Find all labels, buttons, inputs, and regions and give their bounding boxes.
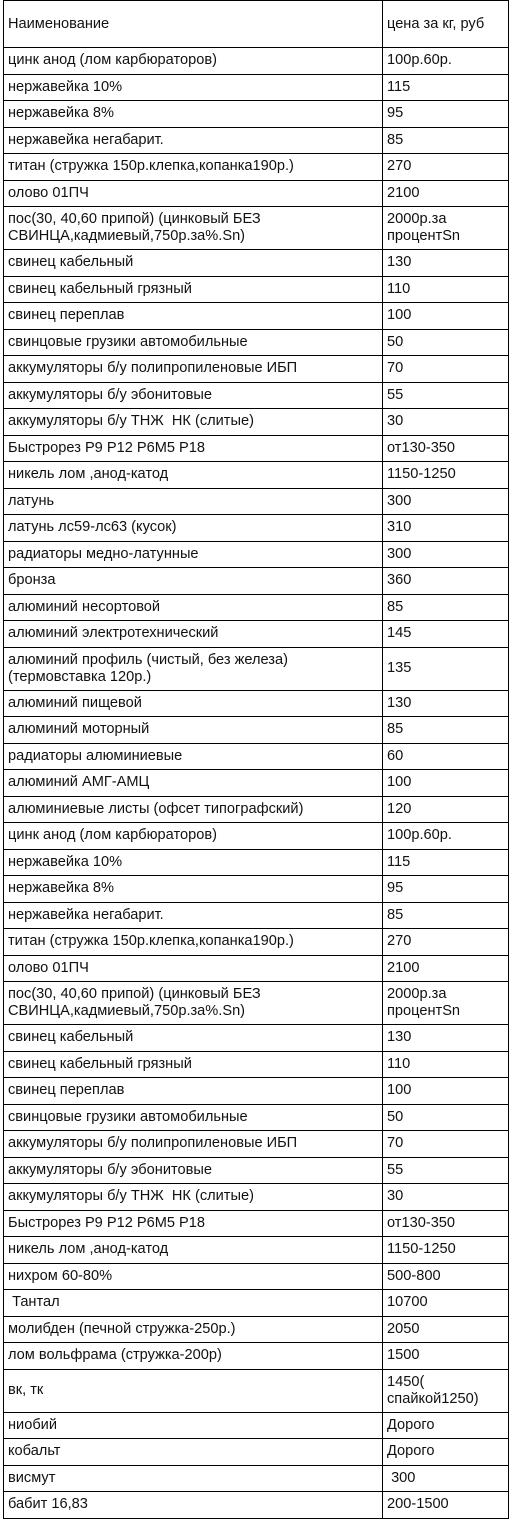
table-row [4, 1104, 509, 1131]
item-price-cell: 70 [383, 1131, 509, 1158]
item-name-cell: никель лом ,анод-катод [4, 462, 383, 489]
item-price-cell: 130 [383, 250, 509, 277]
table-row [4, 276, 509, 303]
item-name-cell: алюминий электротехнический [4, 621, 383, 648]
item-name-cell: свинцовые грузики автомобильные [4, 329, 383, 356]
table-header [4, 1, 509, 48]
item-name-cell: кобальт [4, 1439, 383, 1466]
item-price-cell: 115 [383, 74, 509, 101]
item-name-cell: свинец переплав [4, 303, 383, 330]
item-name-cell: алюминий профиль (чистый, без железа) (термовставка 120р.) [4, 647, 383, 690]
table-row [4, 1237, 509, 1264]
item-name-cell: свинцовые грузики автомобильные [4, 1104, 383, 1131]
item-name-cell: Быстрорез Р9 Р12 Р6М5 Р18 [4, 435, 383, 462]
table-row [4, 1343, 509, 1370]
item-name-cell: свинец кабельный [4, 250, 383, 277]
table-row [4, 796, 509, 823]
item-name-cell: Быстрорез Р9 Р12 Р6М5 Р18 [4, 1210, 383, 1237]
item-name-cell: алюминиевые листы (офсет типографский) [4, 796, 383, 823]
item-price-cell: 30 [383, 409, 509, 436]
table-row [4, 462, 509, 489]
item-price-cell: 130 [383, 690, 509, 717]
item-price-cell: 2000р.за процентSn [383, 982, 509, 1025]
item-name-cell: лом вольфрама (стружка-200р) [4, 1343, 383, 1370]
header-price: цена за кг, руб [383, 1, 509, 48]
table-row [4, 1078, 509, 1105]
table-row [4, 1465, 509, 1492]
item-name-cell: латунь [4, 488, 383, 515]
item-price-cell: 100 [383, 1078, 509, 1105]
item-name-cell: висмут [4, 1465, 383, 1492]
table-row [4, 690, 509, 717]
item-name-cell: аккумуляторы б/у полипропиленовые ИБП [4, 1131, 383, 1158]
item-name-cell: нержавейка 10% [4, 849, 383, 876]
item-price-cell: 1450( спайкой1250) [383, 1369, 509, 1412]
item-name-cell: нержавейка 8% [4, 101, 383, 128]
item-name-cell: алюминий несортовой [4, 594, 383, 621]
item-name-cell: молибден (печной стружка-250р.) [4, 1316, 383, 1343]
item-price-cell: 2100 [383, 180, 509, 207]
table-row [4, 1290, 509, 1317]
item-name-cell: никель лом ,анод-катод [4, 1237, 383, 1264]
item-name-cell: нержавейка негабарит. [4, 127, 383, 154]
table-row [4, 101, 509, 128]
table-row [4, 1157, 509, 1184]
item-price-cell: 500-800 [383, 1263, 509, 1290]
item-name-cell: ниобий [4, 1412, 383, 1439]
header-row [4, 1, 509, 48]
item-price-cell: 2050 [383, 1316, 509, 1343]
item-name-cell: титан (стружка 150р.клепка,копанка190р.) [4, 154, 383, 181]
table-row [4, 1369, 509, 1412]
table-row [4, 955, 509, 982]
table-row [4, 849, 509, 876]
item-price-cell: 1150-1250 [383, 462, 509, 489]
table-row [4, 594, 509, 621]
table-row [4, 180, 509, 207]
item-name-cell: аккумуляторы б/у ТНЖ НК (слитые) [4, 409, 383, 436]
item-name-cell: Тантал [4, 1290, 383, 1317]
item-price-cell: 10700 [383, 1290, 509, 1317]
table-row [4, 409, 509, 436]
table-body [4, 48, 509, 1519]
item-price-cell: 200-1500 [383, 1492, 509, 1519]
item-price-cell: 2100 [383, 955, 509, 982]
table-row [4, 1263, 509, 1290]
table-row [4, 823, 509, 850]
item-name-cell: алюминий пищевой [4, 690, 383, 717]
item-price-cell: 300 [383, 488, 509, 515]
item-price-cell: Дорого [383, 1412, 509, 1439]
item-price-cell: 95 [383, 101, 509, 128]
item-name-cell: нержавейка негабарит. [4, 902, 383, 929]
item-name-cell: аккумуляторы б/у эбонитовые [4, 1157, 383, 1184]
item-name-cell: цинк анод (лом карбюраторов) [4, 823, 383, 850]
table-row [4, 1131, 509, 1158]
item-price-cell: 55 [383, 382, 509, 409]
item-name-cell: бронза [4, 568, 383, 595]
item-price-cell: 300 [383, 1465, 509, 1492]
table-row [4, 250, 509, 277]
item-name-cell: пос(30, 40,60 припой) (цинковый БЕЗ СВИНЦА,кадмиевый,750р.за%.Sn) [4, 982, 383, 1025]
item-price-cell: 100 [383, 770, 509, 797]
item-name-cell: свинец переплав [4, 1078, 383, 1105]
item-price-cell: 110 [383, 276, 509, 303]
table-row [4, 647, 509, 690]
item-price-cell: 60 [383, 743, 509, 770]
item-price-cell: 85 [383, 127, 509, 154]
item-name-cell: аккумуляторы б/у эбонитовые [4, 382, 383, 409]
item-price-cell: 360 [383, 568, 509, 595]
table-row [4, 876, 509, 903]
item-price-cell: от130-350 [383, 435, 509, 462]
table-row [4, 74, 509, 101]
item-name-cell: олово 01ПЧ [4, 180, 383, 207]
item-name-cell: аккумуляторы б/у полипропиленовые ИБП [4, 356, 383, 383]
item-name-cell: цинк анод (лом карбюраторов) [4, 48, 383, 75]
table-row [4, 488, 509, 515]
item-name-cell: латунь лс59-лс63 (кусок) [4, 515, 383, 542]
table-row [4, 329, 509, 356]
item-name-cell: пос(30, 40,60 припой) (цинковый БЕЗ СВИНЦА,кадмиевый,750р.за%.Sn) [4, 207, 383, 250]
table-row [4, 1316, 509, 1343]
table-row [4, 1184, 509, 1211]
item-price-cell: 270 [383, 154, 509, 181]
header-name: Наименование [4, 1, 383, 48]
item-price-cell: 1150-1250 [383, 1237, 509, 1264]
item-name-cell: свинец кабельный грязный [4, 1051, 383, 1078]
table-row [4, 1051, 509, 1078]
item-price-cell: 70 [383, 356, 509, 383]
item-price-cell: 300 [383, 541, 509, 568]
item-price-cell: 55 [383, 1157, 509, 1184]
item-price-cell: 1500 [383, 1343, 509, 1370]
item-name-cell: алюминий АМГ-АМЦ [4, 770, 383, 797]
table-row [4, 356, 509, 383]
item-price-cell: 115 [383, 849, 509, 876]
item-price-cell: 100р.60р. [383, 48, 509, 75]
table-row [4, 568, 509, 595]
table-row [4, 743, 509, 770]
table-row [4, 1210, 509, 1237]
item-price-cell: 50 [383, 329, 509, 356]
table-row [4, 48, 509, 75]
item-name-cell: алюминий моторный [4, 717, 383, 744]
item-name-cell: нержавейка 8% [4, 876, 383, 903]
item-name-cell: свинец кабельный грязный [4, 276, 383, 303]
table-row [4, 1492, 509, 1519]
item-name-cell: свинец кабельный [4, 1025, 383, 1052]
item-name-cell: радиаторы медно-латунные [4, 541, 383, 568]
item-name-cell: вк, тк [4, 1369, 383, 1412]
table-row [4, 207, 509, 250]
table-row [4, 621, 509, 648]
item-price-cell: 50 [383, 1104, 509, 1131]
item-price-cell: 2000р.за процентSn [383, 207, 509, 250]
item-price-cell: от130-350 [383, 1210, 509, 1237]
table-row [4, 541, 509, 568]
item-name-cell: аккумуляторы б/у ТНЖ НК (слитые) [4, 1184, 383, 1211]
item-price-cell: 110 [383, 1051, 509, 1078]
item-price-cell: 85 [383, 902, 509, 929]
table-row [4, 515, 509, 542]
item-price-cell: 130 [383, 1025, 509, 1052]
table-row [4, 154, 509, 181]
table-row [4, 1025, 509, 1052]
item-price-cell: 85 [383, 594, 509, 621]
item-name-cell: бабит 16,83 [4, 1492, 383, 1519]
table-row [4, 435, 509, 462]
item-price-cell: 120 [383, 796, 509, 823]
table-row [4, 1412, 509, 1439]
item-price-cell: 145 [383, 621, 509, 648]
table-row [4, 303, 509, 330]
table-row [4, 717, 509, 744]
table-row [4, 929, 509, 956]
item-name-cell: олово 01ПЧ [4, 955, 383, 982]
table-row [4, 982, 509, 1025]
item-name-cell: радиаторы алюминиевые [4, 743, 383, 770]
item-name-cell: нихром 60-80% [4, 1263, 383, 1290]
table-row [4, 770, 509, 797]
item-price-cell: 30 [383, 1184, 509, 1211]
item-name-cell: титан (стружка 150р.клепка,копанка190р.) [4, 929, 383, 956]
table-row [4, 902, 509, 929]
table-row [4, 127, 509, 154]
item-price-cell: 100р.60р. [383, 823, 509, 850]
item-name-cell: нержавейка 10% [4, 74, 383, 101]
table-row [4, 1439, 509, 1466]
item-price-cell: 100 [383, 303, 509, 330]
item-price-cell: 135 [383, 647, 509, 690]
table-row [4, 382, 509, 409]
item-price-cell: 310 [383, 515, 509, 542]
item-price-cell: 270 [383, 929, 509, 956]
item-price-cell: 85 [383, 717, 509, 744]
item-price-cell: 95 [383, 876, 509, 903]
item-price-cell: Дорого [383, 1439, 509, 1466]
price-table [3, 0, 509, 1519]
